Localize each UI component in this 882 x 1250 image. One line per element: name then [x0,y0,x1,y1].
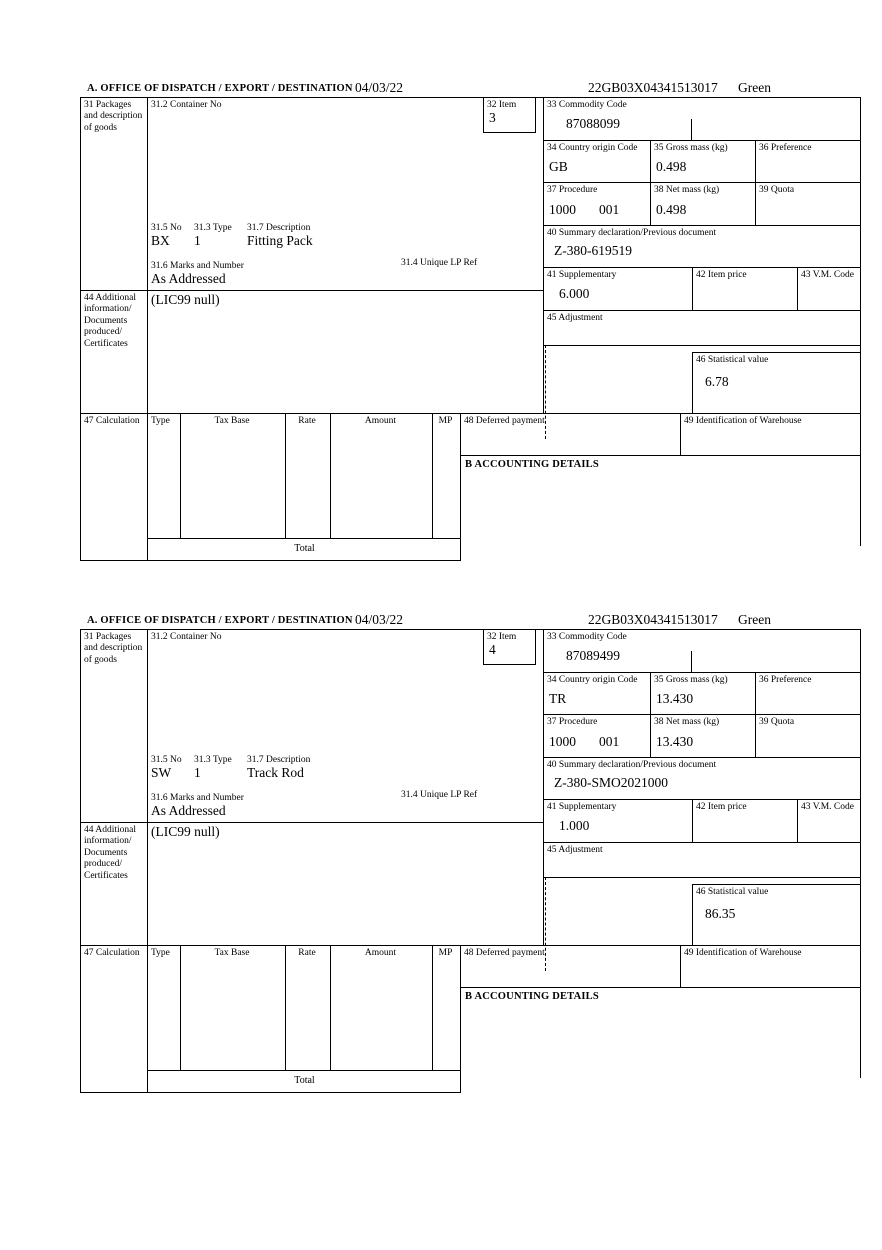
right-border-segment [860,345,861,353]
box-31-3-label: 31.3 Type [194,223,232,233]
box-41-label: 41 Supplementary [547,802,617,812]
box-49-label: 49 Identification of Warehouse [684,416,802,426]
commodity-code-divider [691,651,692,673]
box-47-label: 47 Calculation [84,948,140,958]
procedure-value: 1000 [549,734,576,749]
additional-information-value: (LIC99 null) [151,824,220,839]
calc-tax-base-header: Tax Base [214,416,250,426]
box-44-additional-info [80,822,148,946]
box-42-label: 42 Item price [696,270,747,280]
box-45-adjustment [543,842,861,878]
box-34-label: 34 Country origin Code [547,675,638,685]
box-46-label: 46 Statistical value [696,355,769,365]
commodity-code-value: 87089499 [566,648,620,663]
box-45-label: 45 Adjustment [547,845,603,855]
box-32-item [483,629,536,665]
box-46-statistical-value [692,884,861,946]
box-31-5-label: 31.5 No [151,755,182,765]
box-40-label: 40 Summary declaration/Previous document [547,760,717,770]
box-31-packages [80,629,148,823]
item-number-value: 3 [489,110,496,125]
box-37-procedure [543,714,651,758]
accounting-details-box [460,987,861,1078]
routing-status-value: Green [738,612,771,627]
box-31-packages [80,97,148,291]
calc-amount-header: Amount [364,416,397,426]
box-38-label: 38 Net mass (kg) [654,185,720,195]
summary-declaration-value: Z-380-SMO2021000 [554,775,668,790]
packages-no-value: SW [151,765,172,780]
calc-column-mp [432,945,461,1071]
box-43-label: 43 V.M. Code [801,802,854,812]
box-44-label: 44 Additional information/ Documents produced/ Certificates [84,825,136,881]
office-of-dispatch-label: A. OFFICE OF DISPATCH / EXPORT / DESTINATION [87,83,353,94]
box-47-calculation [80,413,148,561]
commodity-code-divider [691,119,692,141]
box-40-label: 40 Summary declaration/Previous document [547,228,717,238]
box-39-quota [755,714,861,758]
box-38-net-mass [650,182,756,226]
marks-value: As Addressed [151,803,226,818]
box-44-label: 44 Additional information/ Documents produced/ Certificates [84,293,136,349]
box-35-gross-mass [650,672,756,715]
box-42-item-price [692,799,798,843]
box-33-label: 33 Commodity Code [547,632,627,642]
calc-type-header: Type [151,416,170,426]
commodity-code-value: 87088099 [566,116,620,131]
box-31-7-label: 31.7 Description [247,755,311,765]
statistical-value: 86.35 [705,906,736,921]
box-49-label: 49 Identification of Warehouse [684,948,802,958]
box-44-content [147,290,544,414]
box-37-label: 37 Procedure [547,185,598,195]
packages-type-value: 1 [194,233,201,248]
box-47-label: 47 Calculation [84,416,140,426]
box-40-summary-declaration [543,757,861,800]
procedure-extra-value: 001 [599,734,620,749]
box-41-supplementary [543,799,693,843]
box-46-statistical-value [692,352,861,414]
summary-declaration-value: Z-380-619519 [554,243,632,258]
calc-column-rate [285,413,331,539]
calc-column-type [147,413,181,539]
calc-amount-header: Amount [364,948,397,958]
box-41-label: 41 Supplementary [547,270,617,280]
calc-rate-header: Rate [298,948,316,958]
box-48-label: 48 Deferred payment [464,416,545,426]
box-48-label: 48 Deferred payment [464,948,545,958]
net-mass-value: 13.430 [656,734,694,749]
box-38-label: 38 Net mass (kg) [654,717,720,727]
calc-column-mp [432,413,461,539]
calc-tax-base-header: Tax Base [214,948,250,958]
accounting-details-label: B ACCOUNTING DETAILS [465,991,599,1002]
declaration-item-section-1 [80,80,861,562]
country-origin-value: TR [549,691,567,706]
box-45-adjustment [543,310,861,346]
procedure-value: 1000 [549,202,576,217]
box-42-label: 42 Item price [696,802,747,812]
accounting-details-label: B ACCOUNTING DETAILS [465,459,599,470]
box-41-supplementary [543,267,693,311]
country-origin-value: GB [549,159,568,174]
gross-mass-value: 0.498 [656,159,687,174]
calc-total-label: Total [294,543,315,554]
box-36-preference [755,672,861,715]
box-34-country-origin [543,672,651,715]
calc-column-tax-base [180,945,286,1071]
gross-mass-value: 13.430 [656,691,694,706]
box-36-label: 36 Preference [759,675,812,685]
box-31-2-label: 31.2 Container No [151,632,222,642]
box-35-label: 35 Gross mass (kg) [654,143,728,153]
net-mass-value: 0.498 [656,202,687,217]
marks-value: As Addressed [151,271,226,286]
box-35-label: 35 Gross mass (kg) [654,675,728,685]
box-31-6-label: 31.6 Marks and Number [151,793,244,803]
calc-column-amount [330,945,433,1071]
box-38-net-mass [650,714,756,758]
box-32-label: 32 Item [487,632,517,642]
procedure-extra-value: 001 [599,202,620,217]
box-37-label: 37 Procedure [547,717,598,727]
box-31-4-label: 31.4 Unique LP Ref [401,790,478,800]
box-43-label: 43 V.M. Code [801,270,854,280]
box-31-5-label: 31.5 No [151,223,182,233]
box-31-6-label: 31.6 Marks and Number [151,261,244,271]
box-47-calculation [80,945,148,1093]
box-31-label: 31 Packages and description of goods [84,100,143,133]
box-34-country-origin [543,140,651,183]
calc-mp-header: MP [438,416,453,426]
box-31-3-label: 31.3 Type [194,755,232,765]
box-35-gross-mass [650,140,756,183]
box-44-content [147,822,544,946]
box-31-label: 31 Packages and description of goods [84,632,143,665]
calc-mp-header: MP [438,948,453,958]
box-33-commodity-code [543,629,861,673]
declaration-item-section-2 [80,612,861,1094]
packages-description-value: Fitting Pack [247,233,313,248]
calc-total-row [147,538,461,561]
date-value: 04/03/22 [355,80,404,95]
office-of-dispatch-label: A. OFFICE OF DISPATCH / EXPORT / DESTINATION [87,615,353,626]
box-39-quota [755,182,861,226]
box-43-vm-code [797,267,861,311]
box-43-vm-code [797,799,861,843]
box-31-7-label: 31.7 Description [247,223,311,233]
calc-rate-header: Rate [298,416,316,426]
box-37-procedure [543,182,651,226]
mrn-value: 22GB03X04341513017 [588,80,718,95]
accounting-details-box [460,455,861,546]
calc-type-header: Type [151,948,170,958]
box-46-label: 46 Statistical value [696,887,769,897]
additional-information-value: (LIC99 null) [151,292,220,307]
packages-type-value: 1 [194,765,201,780]
box-49-warehouse [680,413,861,456]
calc-column-rate [285,945,331,1071]
box-31-4-label: 31.4 Unique LP Ref [401,258,478,268]
calc-column-amount [330,413,433,539]
item-number-value: 4 [489,642,496,657]
box-40-summary-declaration [543,225,861,268]
mrn-value: 22GB03X04341513017 [588,612,718,627]
box-32-label: 32 Item [487,100,517,110]
routing-status-value: Green [738,80,771,95]
box-49-warehouse [680,945,861,988]
packages-no-value: BX [151,233,170,248]
box-32-item [483,97,536,133]
box-48-deferred-payment [460,945,681,988]
box-34-label: 34 Country origin Code [547,143,638,153]
box-36-preference [755,140,861,183]
calc-column-type [147,945,181,1071]
box-42-item-price [692,267,798,311]
box-48-deferred-payment [460,413,681,456]
calc-total-label: Total [294,1075,315,1086]
supplementary-value: 6.000 [559,286,590,301]
box-45-label: 45 Adjustment [547,313,603,323]
date-value: 04/03/22 [355,612,404,627]
box-39-label: 39 Quota [759,185,795,195]
packages-description-value: Track Rod [247,765,304,780]
right-border-segment [860,877,861,885]
box-33-label: 33 Commodity Code [547,100,627,110]
box-33-commodity-code [543,97,861,141]
box-39-label: 39 Quota [759,717,795,727]
box-31-2-label: 31.2 Container No [151,100,222,110]
box-44-additional-info [80,290,148,414]
calc-total-row [147,1070,461,1093]
box-36-label: 36 Preference [759,143,812,153]
calc-column-tax-base [180,413,286,539]
statistical-value: 6.78 [705,374,729,389]
supplementary-value: 1.000 [559,818,590,833]
